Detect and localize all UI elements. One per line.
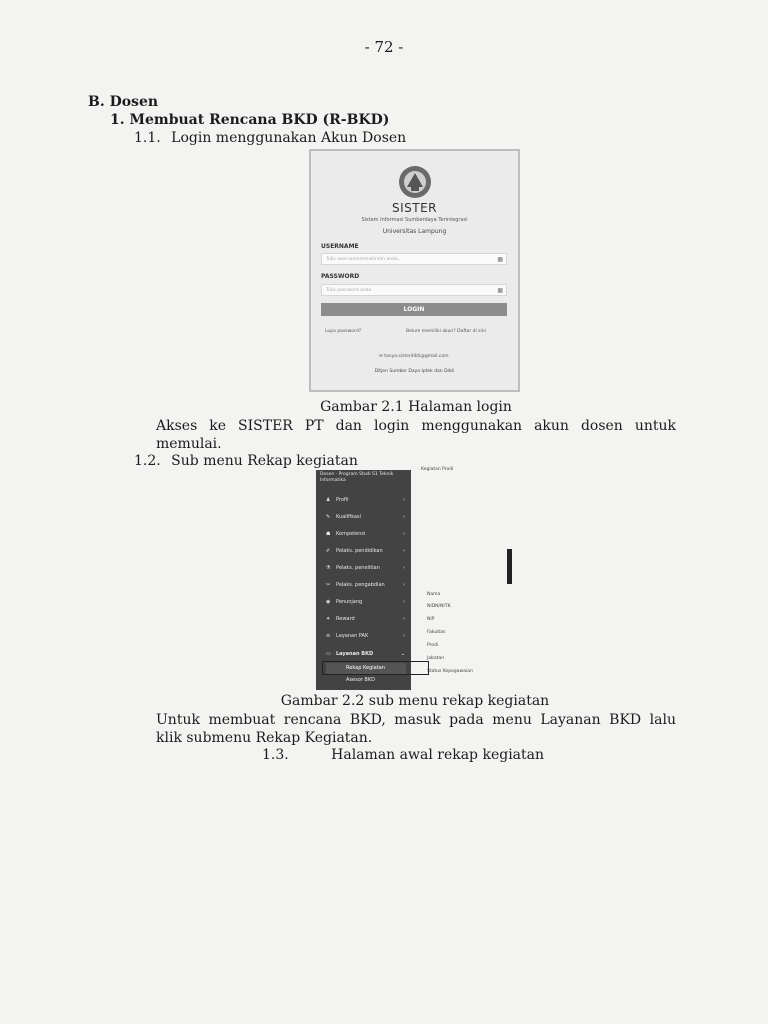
chevron-right-icon: › [403, 514, 405, 520]
step-text: Halaman awal rekap kegiatan [331, 747, 545, 763]
subsection-heading: 1. Membuat Rencana BKD (R-BKD) [110, 112, 390, 128]
sidebar-item-kualifikasi[interactable] [316, 510, 411, 524]
users-icon: ☗ [326, 531, 331, 537]
chevron-right-icon: › [403, 565, 405, 571]
sidebar-menu-screenshot [316, 470, 411, 690]
field-label: Nama [427, 592, 441, 597]
service-icon: ✂ [326, 582, 331, 588]
sidebar-item-pendidikan[interactable] [316, 544, 411, 558]
password-input[interactable] [321, 284, 507, 296]
sidebar-item-label: Profil [336, 497, 349, 503]
step-number: 1.3. [262, 747, 289, 763]
username-label: USERNAME [321, 243, 359, 250]
teaching-icon: ✐ [326, 548, 331, 554]
submenu-asesor-bkd[interactable]: Asesor BKD [346, 677, 375, 683]
paragraph-1-line-1: Akses ke SISTER PT dan login menggunakan akun dosen untuk [156, 418, 676, 434]
person-icon: ♟ [326, 497, 331, 503]
graduation-icon: ✎ [326, 514, 331, 520]
sidebar-item-label: Reward [336, 616, 355, 622]
sidebar-item-label: Pelaks. pengabdian [336, 582, 385, 588]
step-1-1 [134, 130, 406, 146]
text-cursor-bar [507, 549, 512, 584]
sidebar-item-penunjang[interactable] [316, 595, 411, 609]
email-text: tanya.sisterdikti@gmail.com [384, 354, 449, 359]
pak-icon: ≡ [326, 633, 331, 639]
chevron-right-icon: › [403, 633, 405, 639]
field-label: Jabatan [427, 656, 445, 661]
keyboard-icon: ▦ [497, 287, 503, 294]
section-heading: B. Dosen [88, 94, 159, 110]
page-number: - 72 - [364, 38, 404, 56]
login-screenshot [309, 149, 520, 392]
step-text: Sub menu Rekap kegiatan [171, 453, 358, 469]
support-icon: ◉ [326, 599, 331, 605]
sidebar-item-kompetensi[interactable] [316, 527, 411, 541]
step-number: 1.1. [134, 130, 161, 146]
brand-title: SISTER [391, 201, 438, 215]
sidebar-item-label: Pelaks. pendidikan [336, 548, 383, 554]
register-link[interactable]: Belum memiliki akun? Daftar di sini [406, 329, 486, 334]
research-icon: ⚗ [326, 565, 331, 571]
username-placeholder: Tulis username/email/nidn anda... [326, 257, 402, 262]
submenu-rekap-kegiatan[interactable]: Rekap Kegiatan [326, 663, 406, 674]
sidebar-item-label: Kompetensi [336, 531, 366, 537]
sidebar-item-label: Penunjang [336, 599, 363, 605]
step-number: 1.2. [134, 453, 161, 469]
field-label: NIP [427, 617, 435, 622]
step-text: Login menggunakan Akun Dosen [171, 130, 407, 146]
highlight-box [322, 661, 429, 675]
figure-caption-1: Gambar 2.1 Halaman login [320, 399, 512, 415]
sidebar-item-label: Layanan PAK [336, 633, 369, 639]
mail-icon: ✉ [379, 354, 383, 359]
chevron-right-icon: › [403, 497, 405, 503]
bkd-icon: ▭ [326, 651, 331, 657]
paragraph-2-line-2: klik submenu Rekap Kegiatan. [156, 730, 373, 746]
figure-caption-2: Gambar 2.2 sub menu rekap kegiatan [280, 693, 550, 709]
chevron-right-icon: › [403, 616, 405, 622]
sidebar-item-layanan-bkd[interactable] [316, 647, 411, 661]
login-button[interactable]: LOGIN [321, 303, 507, 316]
panel-top-label: Kegiatan Prodi [421, 467, 454, 472]
sidebar-item-penelitian[interactable] [316, 561, 411, 575]
step-1-2 [134, 453, 358, 469]
sidebar-item-label: Pelaks. penelitian [336, 565, 380, 571]
chevron-right-icon: › [403, 531, 405, 537]
sidebar-item-label: Layanan BKD [336, 651, 374, 657]
forgot-password-link[interactable]: Lupa password? [325, 329, 362, 334]
field-label: Fakultas [427, 630, 446, 635]
password-label: PASSWORD [321, 273, 360, 280]
sidebar-item-label: Kualifikasi [336, 514, 362, 520]
sidebar-item-layanan-pak[interactable] [316, 629, 411, 643]
field-label: Prodi [427, 643, 439, 648]
paragraph-1-line-2: memulai. [156, 436, 222, 452]
sidebar-item-pengabdian[interactable] [316, 578, 411, 592]
password-placeholder: Tulis password anda [326, 288, 372, 293]
keyboard-icon: ▦ [497, 256, 503, 263]
university-logo-icon [397, 165, 433, 199]
username-input[interactable] [321, 253, 507, 265]
chevron-right-icon: › [403, 582, 405, 588]
sidebar-item-profil[interactable] [316, 493, 411, 507]
contact-email [379, 354, 448, 359]
paragraph-2-line-1: Untuk membuat rencana BKD, masuk pada menu Layanan BKD lalu [156, 712, 676, 728]
field-label: Status Kepegawaian [427, 669, 473, 674]
sidebar-header: Dosen - Program Studi S1 Teknik Informatika [320, 472, 394, 483]
sidebar-item-reward[interactable] [316, 612, 411, 626]
login-footer: Ditjen Sumber Daya Iptek dan Dikti [374, 369, 455, 374]
reward-icon: ✦ [326, 616, 331, 622]
step-1-3 [262, 747, 544, 763]
field-label: NIDN/NITK [427, 604, 451, 609]
brand-subtitle: Sistem Informasi Sumberdaya Terintegrasi [361, 217, 468, 223]
chevron-down-icon: ⌄ [400, 651, 405, 657]
profile-panel [411, 467, 521, 690]
chevron-right-icon: › [403, 599, 405, 605]
chevron-right-icon: › [403, 548, 405, 554]
university-name: Universitas Lampung [382, 228, 447, 235]
